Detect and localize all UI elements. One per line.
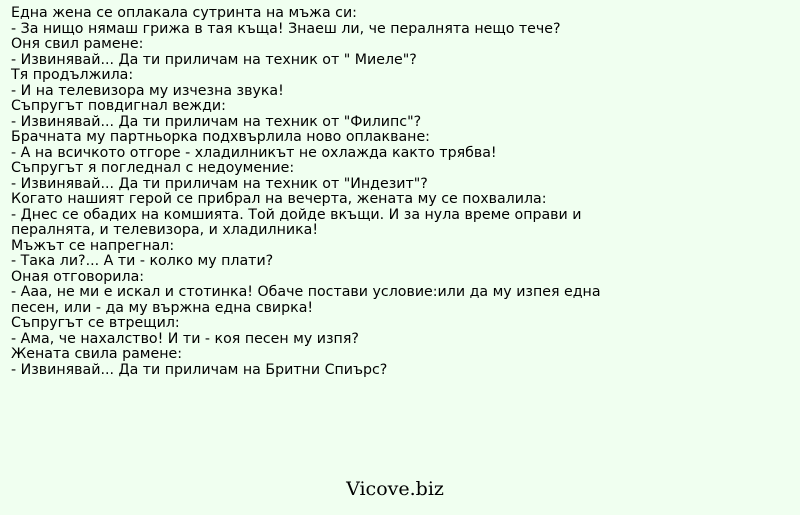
joke-line: Съпругът се втрещил: — [11, 315, 180, 331]
joke-line: - А на всичкото отгоре - хладилникът не охлажда както трябва! — [11, 144, 497, 161]
joke-line: пералнята, и телевизора, и хладилника! — [11, 222, 319, 238]
joke-line: Оня свил рамене: — [11, 36, 144, 52]
joke-line: - Извинявай... Да ти приличам на техник от "Филипс"? — [11, 113, 422, 130]
joke-line: Жената свила рамене: — [11, 346, 183, 362]
joke-line: Мъжът се напрегнал: — [11, 237, 175, 254]
joke-line: - Така ли?... А ти - колко му плати? — [11, 253, 274, 269]
joke-line: - Извинявай... Да ти приличам на техник от " Миеле"? — [11, 51, 417, 68]
joke-line: Съпругът я погледнал с недоумение: — [11, 160, 295, 176]
joke-line: Когато нашият герой се прибрал на вечерта, жената му се похвалила: — [11, 191, 547, 207]
joke-line: - Ааа, не ми е искал и стотинка! Обаче постави условие:или да му изпея една — [11, 284, 601, 300]
joke-line: - Извинявай... Да ти приличам на Бритни Спиърс? — [11, 361, 388, 378]
joke-line: - И на телевизора му изчезна звука! — [11, 82, 284, 99]
joke-line: - Днес се обадих на комшията. Той дойде вкъщи. И за нула време оправи и — [11, 206, 582, 223]
joke-text — [11, 6, 791, 378]
joke-line: - Извинявай... Да ти приличам на техник от "Индезит"? — [11, 175, 428, 192]
joke-line: Една жена се оплакала сутринта на мъжа си: — [11, 5, 357, 21]
joke-line: - За нищо нямаш грижа в тая къща! Знаеш ли, че пералнята нещо тече? — [11, 20, 561, 37]
joke-line: - Ама, че нахалство! И ти - коя песен му изпя? — [11, 330, 359, 347]
joke-line: песен, или - да му вържна една свирка! — [11, 299, 314, 316]
joke-line: Съпругът повдигнал вежди: — [11, 98, 226, 114]
site-watermark: Vicove.biz — [346, 478, 444, 500]
joke-line: Тя продължила: — [11, 67, 134, 83]
joke-line: Оная отговорила: — [11, 268, 145, 285]
joke-line: Брачната му партньорка подхвърлила ново оплакване: — [11, 129, 430, 145]
